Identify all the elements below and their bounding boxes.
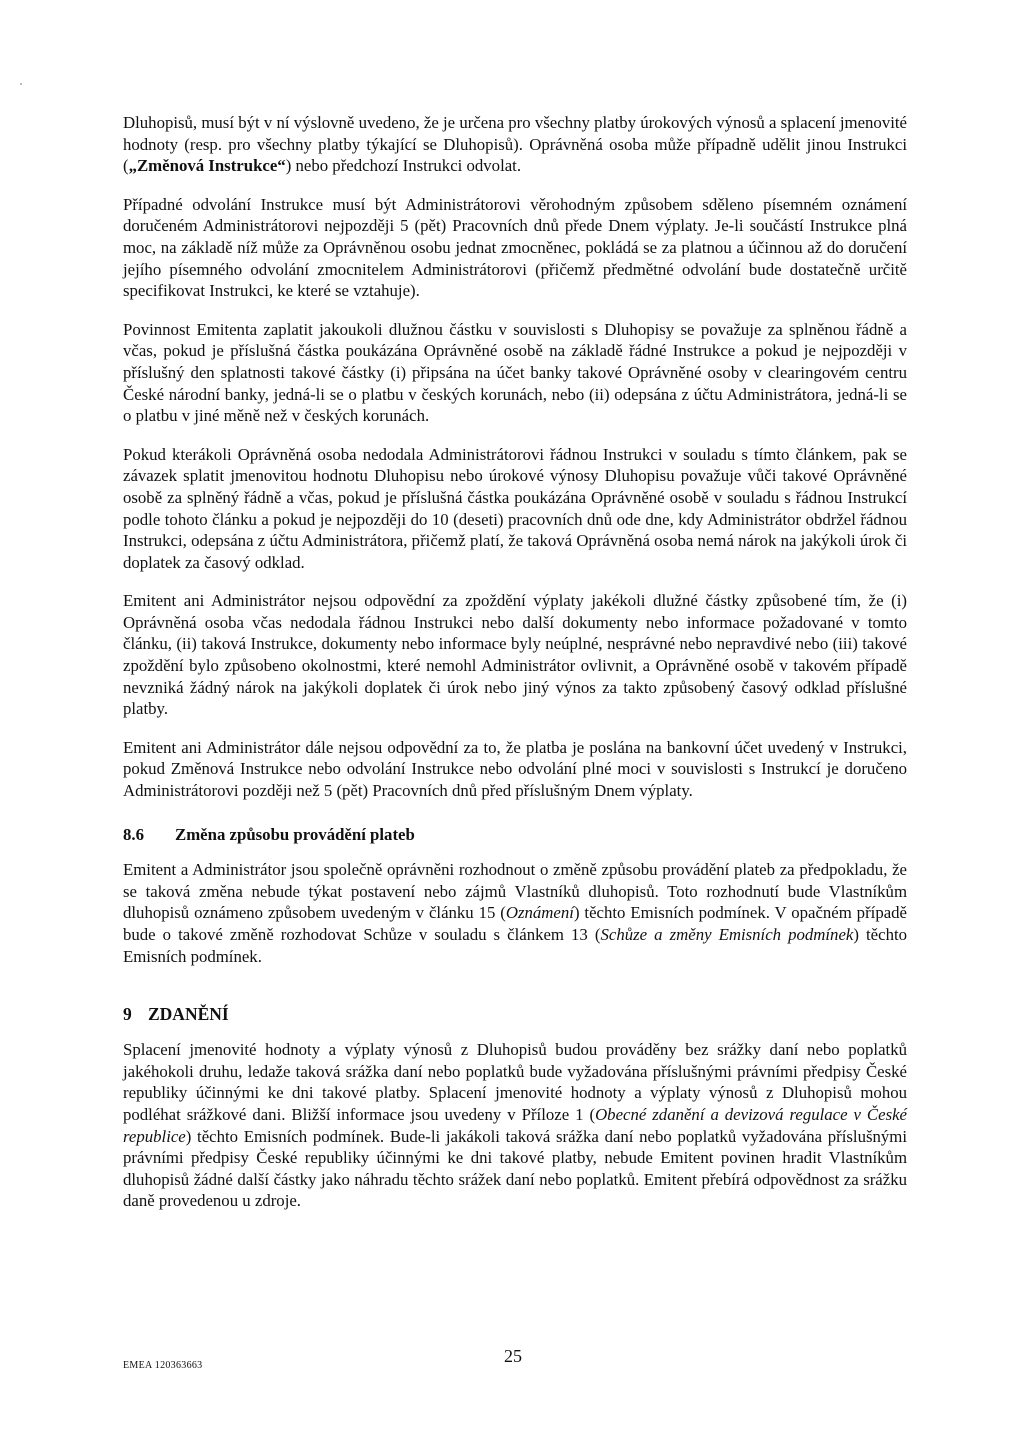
section-title: Změna způsobu provádění plateb (175, 824, 415, 844)
paragraph-instruction-revocation: Případné odvolání Instrukce musí být Administrátorovi věrohodným způsobem sděleno písemném oznámení doručeném Administrátorovi nejpozději 5 (pět) Pracovních dnů přede Dnem výplaty. Je-li součástí Instrukce plná moc, na základě níž může za Oprávněnou osobu jednat zmocněnec, pokládá se za platnou a účinnou až do doručení jejího písemného odvolání zmocnitelem Administrátorovi (přičemž předmětné odvolání bude dostatečně určitě specifikovat Instrukci, ke které se vztahuje). (123, 194, 907, 301)
section-number: 9 (123, 1004, 132, 1025)
paragraph-text: Splacení jmenovité hodnoty a výplaty výnosů z Dluhopisů budou prováděny bez srážky daní nebo poplatků jakéhokoli druhu, ledaže taková srážka daní nebo poplatků bude vyžadována příslušnými právními předpisy České republiky účinnými ke dni takové platby. Splacení jmenovité hodnoty a výplaty výnosů z Dluhopisů mohou podléhat srážkové dani. Bližší informace jsou uvedeny v Příloze 1 ( (123, 1040, 907, 1124)
defined-term-zmenova-instrukce: „Změnová Instrukce“ (128, 156, 286, 176)
section-title: ZDANĚNÍ (148, 1004, 229, 1025)
scan-speck (20, 83, 22, 85)
reference-oznameni: Oznámení (505, 903, 574, 923)
page-number: 25 (504, 1346, 522, 1366)
section-heading-9 (123, 1003, 907, 1025)
reference-schuze: Schůze a změny Emisních podmínek (600, 925, 854, 944)
paragraph-text: ) těchto Emisních podmínek. V opačném případě bude o takové změně rozhodovat Schůze v souladu s článkem 13 ( (123, 903, 907, 944)
reference-priloha-1: Obecné zdanění a devizová regulace v České republice (123, 1104, 907, 1146)
paragraph-liability-delay: Emitent ani Administrátor nejsou odpovědní za zpoždění výplaty jakékoli dlužné částky způsobené tím, že (i) Oprávněná osoba včas nedodala řádnou Instrukci nebo další dokumenty nebo informace požadované v tomto článku, (ii) taková Instrukce, dokumenty nebo informace byly neúplné, nesprávné nebo nepravdivé nebo (iii) takové zpoždění bylo způsobeno okolnostmi, které nemohl Administrátor ovlivnit, a Oprávněné osobě v takovém případě nevzniká žádný nárok na jakýkoli doplatek či úrok nebo jiný výnos za takto způsobený časový odklad příslušné platby. (123, 591, 907, 719)
paragraph-text: Dluhopisů, musí být v ní výslovně uvedeno, že je určena pro všechny platby úrokových výnosů a splacení jmenovité hodnoty (resp. pro všechny platby týkající se Dluhopisů). Oprávněná osoba může případně udělit jinou Instrukci ( (123, 113, 907, 176)
paragraph-taxation (123, 1039, 907, 1212)
paragraph-missing-instruction: Pokud kterákoli Oprávněná osoba nedodala Administrátorovi řádnou Instrukci v souladu s tímto článkem, pak se závazek splatit jmenovitou hodnotu Dluhopisu nebo úrokové výnosy Dluhopisu považuje vůči takové Oprávněné osobě za splněný řádně a včas, pokud je příslušná částka poukázána Oprávněné osobě v souladu s řádnou Instrukcí podle tohoto článku a pokud je nejpozději do 10 (deseti) pracovních dnů ode dne, kdy Administrátor obdržel řádnou Instrukci, odepsána z účtu Administrátora, přičemž platí, že taková Oprávněná osoba nemá nárok na jakýkoli úrok či doplatek za časový odklad. (123, 444, 907, 572)
paragraph-text: ) nebo předchozí Instrukci odvolat. (285, 156, 522, 176)
paragraph-text: ) těchto Emisních podmínek. Bude-li jakákoli taková srážka daní nebo poplatků vyžadována příslušnými právními předpisy České republiky účinnými ke dni takové platby, nebude Emitent povinen hradit Vlastníkům dluhopisů žádné další částky jako náhradu těchto srážek daní nebo poplatků. Emitent přebírá odpovědnost za srážku daně provedenou u zdroje. (123, 1126, 907, 1211)
footer-document-code: EMEA 120363663 (123, 1360, 203, 1371)
document-body (123, 112, 907, 1212)
paragraph-text: ) těchto Emisních podmínek. (123, 925, 908, 966)
paragraph-instruction-scope (123, 112, 907, 177)
section-number: 8.6 (123, 824, 144, 844)
paragraph-change-payment-method (123, 859, 907, 967)
paragraph-text: Emitent a Administrátor jsou společně oprávněni rozhodnout o změně způsobu provádění plateb za předpokladu, že se taková změna nebude týkat postavení nebo zájmů Vlastníků dluhopisů. Toto rozhodnutí bude Vlastníkům dluhopisů oznámeno způsobem uvedeným v článku 15 ( (123, 860, 907, 923)
section-heading-8-6 (123, 824, 907, 846)
paragraph-payment-obligation: Povinnost Emitenta zaplatit jakoukoli dlužnou částku v souvislosti s Dluhopisy se považuje za splněnou řádně a včas, pokud je příslušná částka poukázána Oprávněné osobě na základě řádné Instrukce a pokud je nejpozději v příslušný den splatnosti takové částky (i) připsána na účet banky takové Oprávněné osoby v clearingovém centru České národní banky, jedná-li se o platbu v českých korunách, nebo (ii) odepsána z účtu Administrátora, jedná-li se o platbu v jiné měně než v českých korunách. (123, 319, 907, 426)
paragraph-liability-account: Emitent ani Administrátor dále nejsou odpovědní za to, že platba je poslána na bankovní účet uvedený v Instrukci, pokud Změnová Instrukce nebo odvolání Instrukce nebo odvolání plné moci v souvislosti s Instrukcí je doručeno Administrátorovi později než 5 (pět) Pracovních dnů před příslušným Dnem výplaty. (123, 737, 907, 801)
